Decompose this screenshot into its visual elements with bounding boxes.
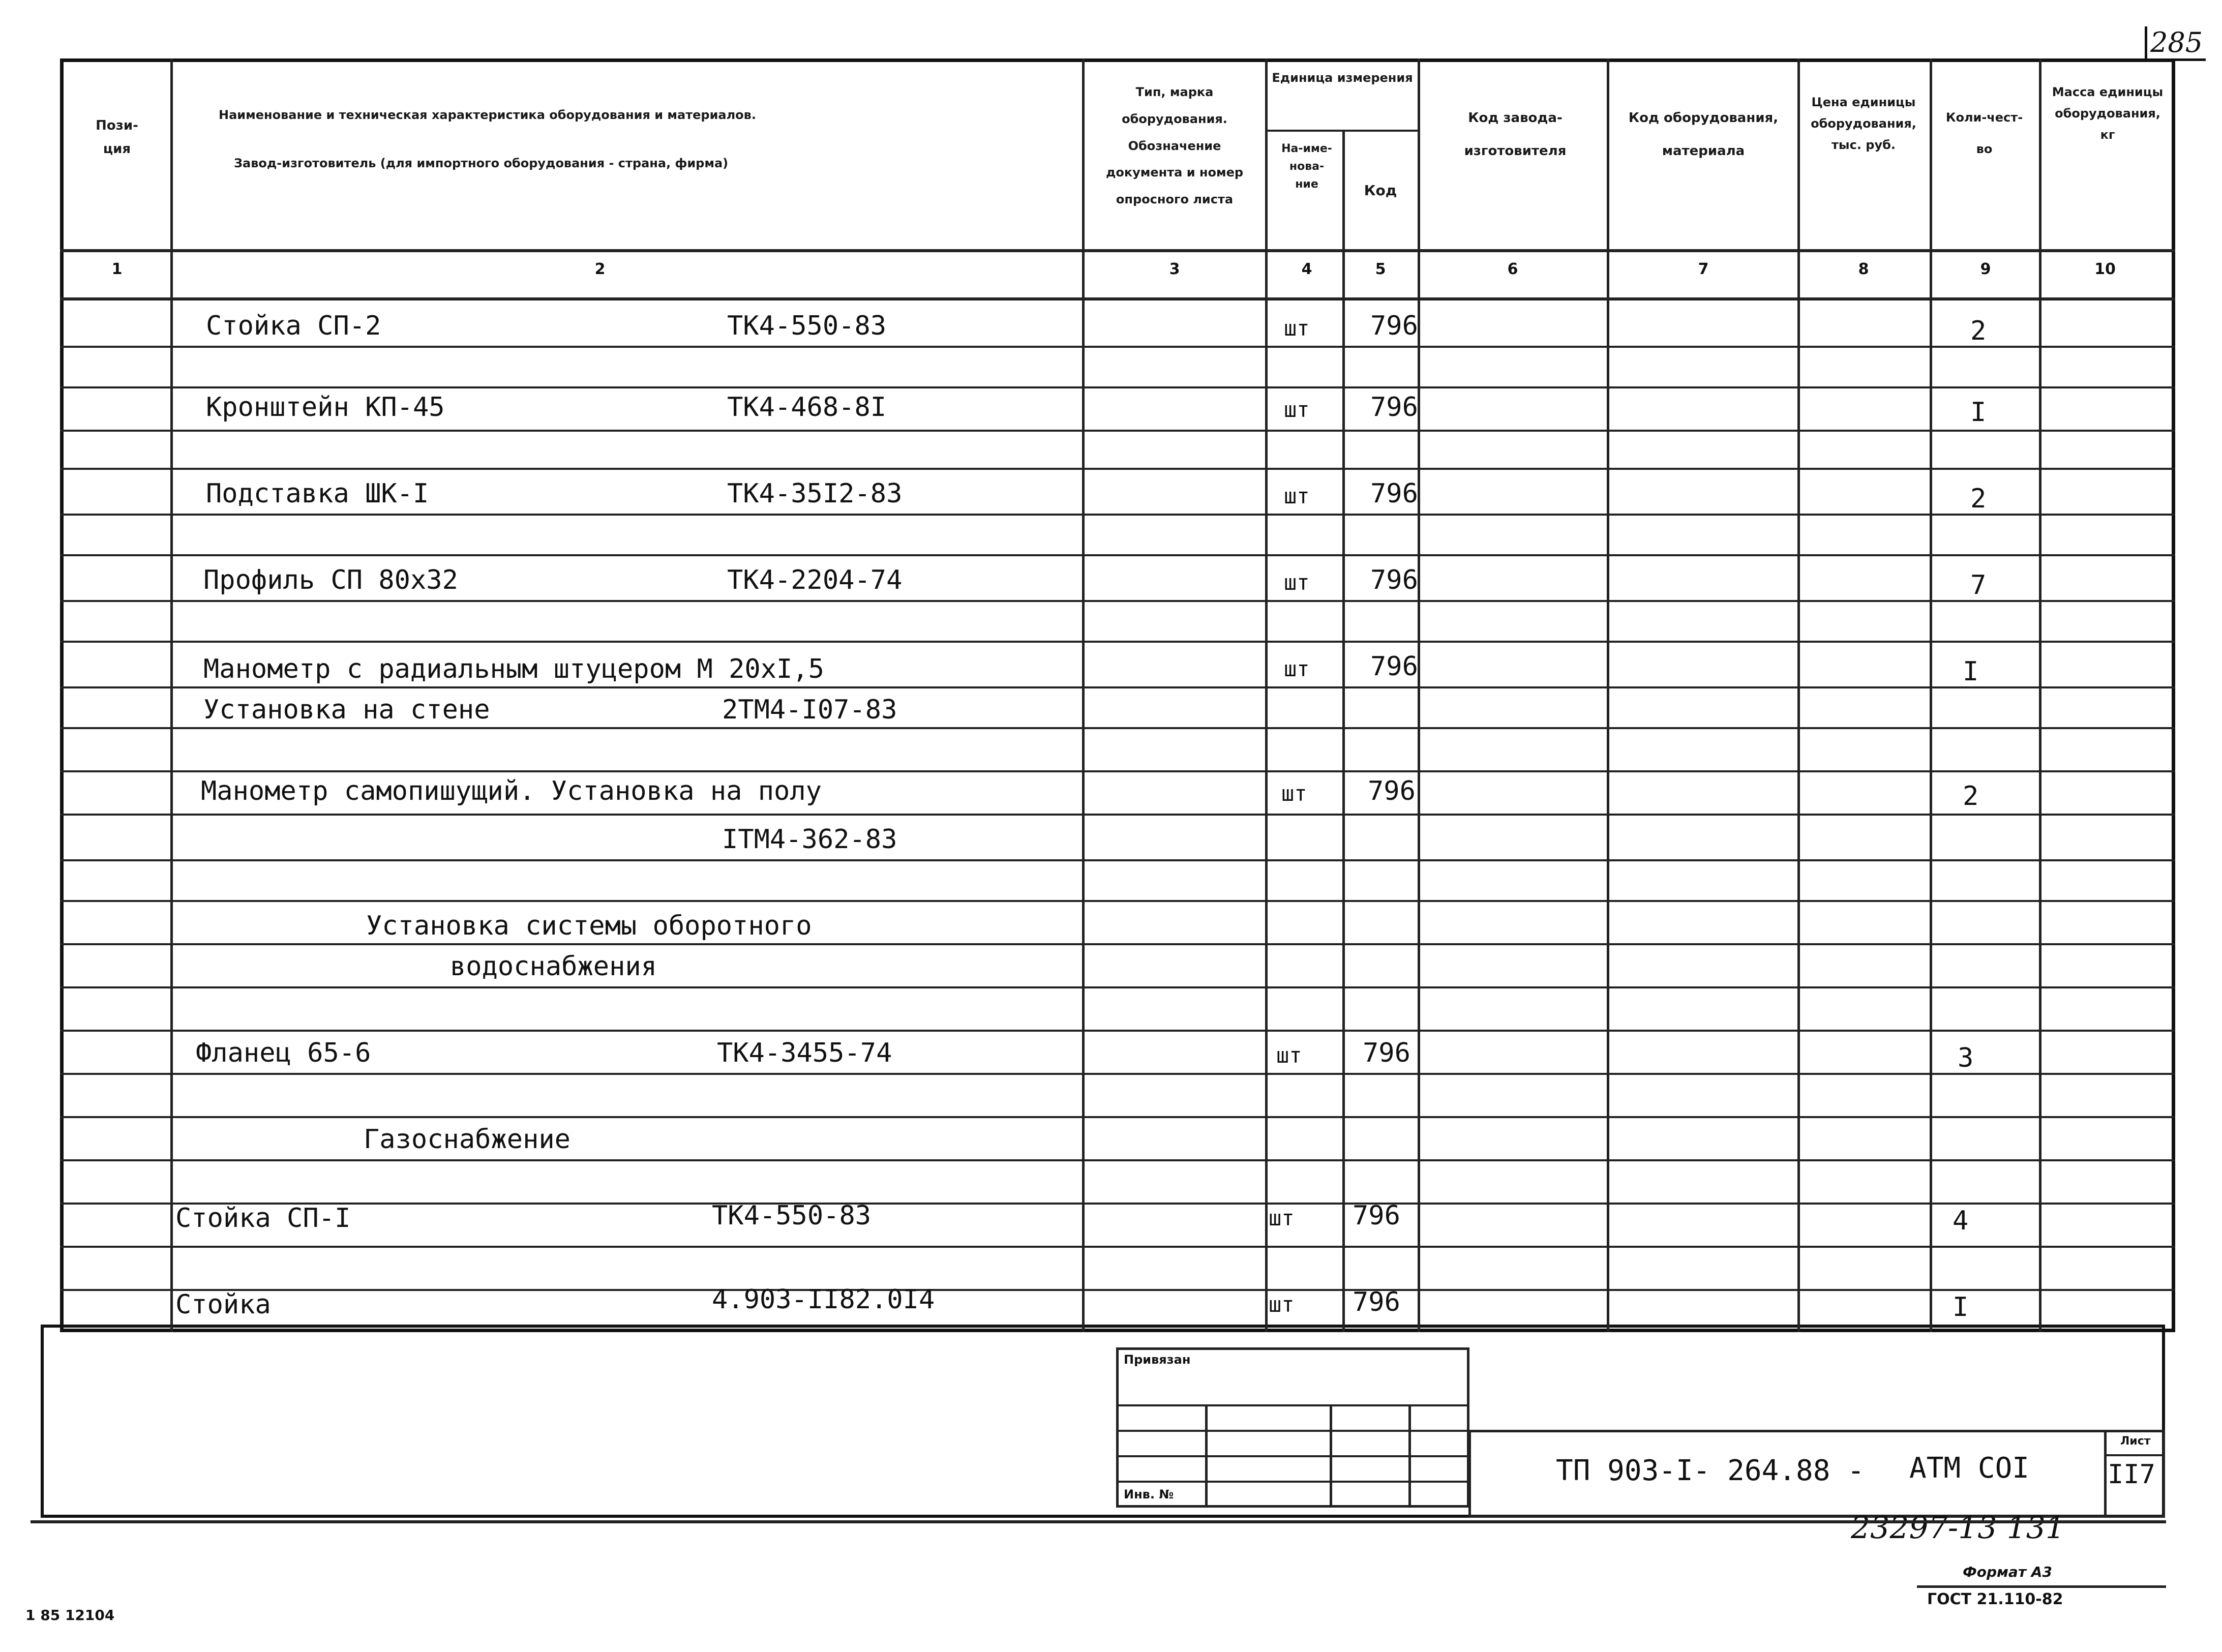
row-name: Манометр самопишущий. Установка на полу [201,776,822,806]
row-code: 796 [1370,392,1418,423]
row-qty: 7 [1970,570,1987,600]
row-unit: шт [1269,1206,1295,1230]
header-unit-price: Цена единицы оборудования, тыс. руб. [1811,95,1916,152]
header-equipment-code: Код оборудования, материала [1628,110,1779,159]
row-name: Стойка СП-I [175,1203,351,1234]
row-doc: ТК4-550-83 [712,1200,872,1231]
doc-code: АТМ СОI [1909,1452,2030,1485]
column-number: 7 [1698,260,1709,278]
header-unit-mass: Масса единицы оборудования, кг [2052,85,2164,142]
bottom-left-code: 1 85 12104 [25,1607,115,1624]
row-qty: I [1953,1292,1969,1323]
row-code: 796 [1353,1200,1400,1231]
sheet-corner-number: 285 [2145,26,2206,61]
row-unit: шт [1284,397,1310,422]
row-name: Установка на стене [203,695,490,725]
row-unit: шт [1284,570,1310,595]
row-code: 796 [1363,1038,1410,1068]
row-name: Фланец 65-6 [196,1038,371,1068]
gost-label: ГОСТ 21.110-82 [1927,1590,2063,1608]
handwritten-archive-number: 23297-13 131 [1851,1510,2065,1546]
header-type-mark: Тип, марка оборудования. Обозначение документа и номер опросного листа [1105,85,1244,207]
row-doc: 2ТМ4-I07-83 [722,695,897,725]
column-number: 2 [594,260,606,278]
column-number: 10 [2094,260,2116,278]
inv-no-label: Инв. № [1124,1487,1174,1501]
header-unit-group: Единица измерения [1272,71,1413,85]
row-doc: ТК4-468-8I [727,392,887,423]
row-doc: ТК4-550-83 [727,311,887,341]
row-unit: шт [1276,1043,1302,1068]
row-code: 796 [1370,651,1418,682]
column-number: 6 [1507,260,1518,278]
header-quantity: Коли-чест-во [1945,110,2023,157]
sheet-label: Лист [2120,1435,2151,1448]
row-doc: ТК4-35I2-83 [727,478,903,509]
row-unit: шт [1284,484,1310,508]
row-doc: ТК4-2204-74 [727,565,903,595]
header-name-line2: Завод-изготовитель (для импортного оборудования - страна, фирма) [234,156,729,170]
header-position: Пози-ция [96,118,138,157]
row-unit: шт [1284,656,1310,681]
column-number: 9 [1980,260,1991,278]
section-heading: Установка системы оборотного [366,911,812,941]
project-designation: ТП 903-I- 264.88 - [1556,1454,1865,1487]
header-manufacturer-code: Код завода-изготовителя [1464,110,1567,159]
row-doc: 4.903-II82.0I4 [712,1284,935,1315]
row-code: 796 [1370,565,1418,595]
header-unit-code: Код [1364,182,1397,199]
row-doc: IТМ4-362-83 [722,824,897,855]
row-code: 796 [1368,776,1416,806]
sheet-number: II7 [2108,1459,2155,1490]
row-unit: шт [1269,1292,1295,1317]
row-qty: 2 [1970,316,1987,346]
row-name: Кронштейн КП-45 [206,392,445,423]
row-unit: шт [1281,781,1307,806]
row-qty: I [1963,656,1979,687]
section-heading: водоснабжения [450,951,657,982]
row-qty: I [1970,397,1987,428]
row-qty: 3 [1958,1043,1974,1073]
column-number: 4 [1301,260,1312,278]
attached-label: Привязан [1124,1353,1191,1367]
row-code: 796 [1353,1287,1400,1317]
row-doc: ТК4-3455-74 [717,1038,892,1068]
column-number: 8 [1858,260,1869,278]
format-label: Формат А3 [1963,1564,2052,1580]
row-unit: шт [1284,316,1310,341]
row-code: 796 [1370,311,1418,341]
row-name: Подставка ШК-I [206,478,429,509]
column-number: 1 [111,260,123,278]
row-qty: 4 [1953,1206,1969,1236]
header-unit-name: На-име-нова-ние [1281,142,1332,191]
section-heading: Газоснабжение [364,1124,570,1155]
header-name-line1: Наименование и техническая характеристика оборудования и материалов. [219,108,756,122]
row-qty: 2 [1963,781,1979,812]
column-number: 5 [1375,260,1386,278]
row-code: 796 [1370,478,1418,509]
row-name: Стойка СП-2 [206,311,381,341]
column-number: 3 [1169,260,1180,278]
row-name: Стойка [175,1289,271,1320]
row-name: Профиль СП 80х32 [203,565,458,595]
row-qty: 2 [1970,484,1987,514]
attached-box [1116,1347,1469,1508]
row-name: Манометр с радиальным штуцером М 20хI,5 [203,654,824,684]
